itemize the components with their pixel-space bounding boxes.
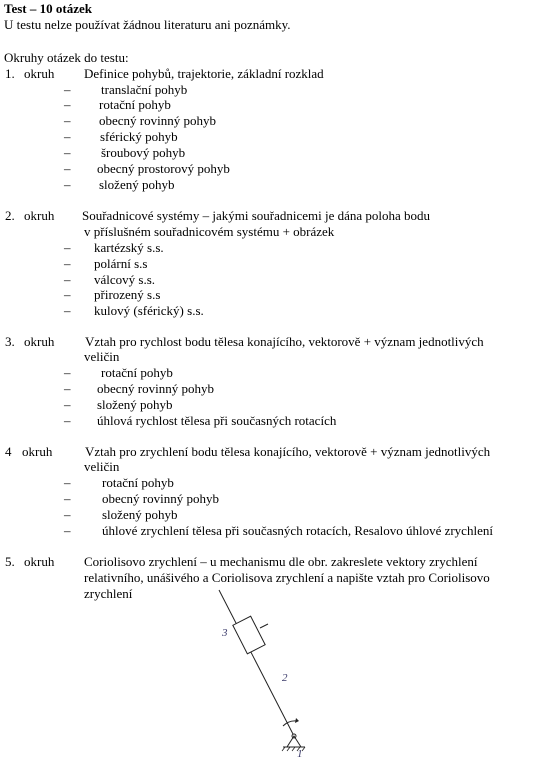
section-text-line: Coriolisovo zrychlení – u mechanismu dle obr. zakreslete vektory zrychlení bbox=[84, 554, 478, 569]
bullet-dash: – bbox=[64, 82, 71, 97]
bullet-item: úhlové zrychlení tělesa při současných rotacích, Resalovo úhlové zrychlení bbox=[102, 523, 493, 538]
bullet-item: kartézský s.s. bbox=[94, 240, 164, 255]
bullet-item: složený pohyb bbox=[99, 177, 175, 192]
page-title: Test – 10 otázek bbox=[4, 1, 92, 16]
bullet-dash: – bbox=[64, 161, 71, 176]
bullet-dash: – bbox=[64, 397, 71, 412]
topics-heading: Okruhy otázek do testu: bbox=[4, 50, 129, 65]
bullet-dash: – bbox=[64, 491, 71, 506]
bullet-item: polární s.s bbox=[94, 256, 148, 271]
bullet-dash: – bbox=[64, 177, 71, 192]
bullet-dash: – bbox=[64, 240, 71, 255]
bullet-dash: – bbox=[64, 303, 71, 318]
section-text-line: Definice pohybů, trajektorie, základní rozklad bbox=[84, 66, 324, 81]
section-number: 1. bbox=[5, 66, 15, 81]
slider-block bbox=[233, 616, 265, 654]
bullet-item: složený pohyb bbox=[97, 397, 173, 412]
bullet-dash: – bbox=[64, 113, 71, 128]
bullet-dash: – bbox=[64, 272, 71, 287]
section-text-line: relativního, unášivého a Coriolisova zrychlení a napište vztah pro Coriolisovo bbox=[84, 570, 490, 585]
bullet-dash: – bbox=[64, 97, 71, 112]
bullet-dash: – bbox=[64, 145, 71, 160]
bullet-dash: – bbox=[64, 287, 71, 302]
bullet-item: obecný rovinný pohyb bbox=[97, 381, 214, 396]
bullet-item: translační pohyb bbox=[101, 82, 188, 97]
bullet-dash: – bbox=[64, 256, 71, 271]
bullet-dash: – bbox=[64, 523, 71, 538]
section-text-line: v příslušném souřadnicovém systému + obrázek bbox=[84, 224, 335, 239]
section-text-line: veličin bbox=[84, 349, 120, 364]
section-label: okruh bbox=[24, 334, 55, 349]
bullet-item: složený pohyb bbox=[102, 507, 178, 522]
rotation-arrow bbox=[283, 721, 297, 726]
section-text-line: Vztah pro zrychlení bodu tělesa konajícího, vektorově + význam jednotlivých bbox=[85, 444, 491, 459]
section-text-line: veličin bbox=[84, 459, 120, 474]
bullet-dash: – bbox=[64, 365, 71, 380]
coriolis-mechanism-figure bbox=[205, 588, 325, 758]
section-label: okruh bbox=[24, 554, 55, 569]
bullet-item: válcový s.s. bbox=[94, 272, 156, 287]
bullet-item: kulový (sférický) s.s. bbox=[94, 303, 204, 318]
notice-text: U testu nelze používat žádnou literaturu ani poznámky. bbox=[4, 17, 291, 32]
bullet-item: obecný rovinný pohyb bbox=[102, 491, 219, 506]
bullet-dash: – bbox=[64, 413, 71, 428]
bullet-item: šroubový pohyb bbox=[101, 145, 186, 160]
section-label: okruh bbox=[24, 208, 55, 223]
bullet-item: úhlová rychlost tělesa při současných rotacích bbox=[97, 413, 337, 428]
bullet-item: rotační pohyb bbox=[101, 365, 173, 380]
bullet-dash: – bbox=[64, 381, 71, 396]
section-text-line: Vztah pro rychlost bodu tělesa konajícího, vektorově + význam jednotlivých bbox=[85, 334, 484, 349]
bullet-dash: – bbox=[64, 507, 71, 522]
bullet-item: sférický pohyb bbox=[100, 129, 178, 144]
bullet-dash: – bbox=[64, 475, 71, 490]
section-number: 2. bbox=[5, 208, 15, 223]
bullet-item: obecný prostorový pohyb bbox=[97, 161, 230, 176]
rod-line bbox=[219, 590, 294, 736]
section-number: 3. bbox=[5, 334, 15, 349]
section-text-line: Souřadnicové systémy – jakými souřadnicemi je dána poloha bodu bbox=[82, 208, 431, 223]
bullet-item: obecný rovinný pohyb bbox=[99, 113, 216, 128]
section-number: 5. bbox=[5, 554, 15, 569]
bullet-dash: – bbox=[64, 129, 71, 144]
section-label: okruh bbox=[24, 66, 55, 81]
label-3: 3 bbox=[222, 627, 228, 639]
bullet-item: rotační pohyb bbox=[102, 475, 174, 490]
bullet-item: rotační pohyb bbox=[99, 97, 171, 112]
section-number: 4 bbox=[5, 444, 12, 459]
label-2: 2 bbox=[282, 672, 288, 684]
label-1: 1 bbox=[297, 748, 303, 758]
section-text-line: zrychlení bbox=[84, 586, 133, 601]
section-label: okruh bbox=[22, 444, 53, 459]
bullet-item: přirozený s.s bbox=[94, 287, 161, 302]
